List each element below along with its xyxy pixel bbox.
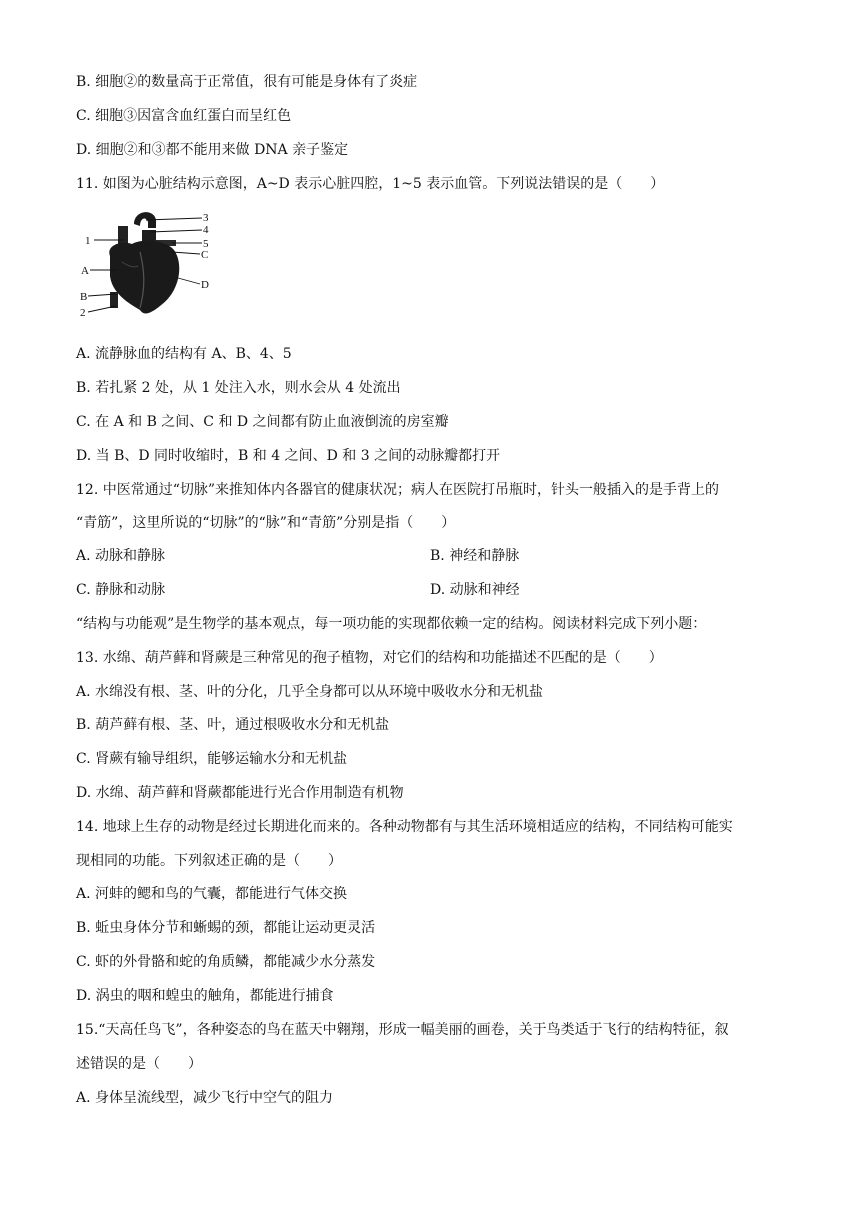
heart-body — [109, 241, 179, 314]
q13-option-d: D. 水绵、葫芦藓和肾蕨都能进行光合作用制造有机物 — [76, 785, 404, 801]
q14-stem-line1: 14. 地球上生存的动物是经过长期进化而来的。各种动物都有与其生活环境相适应的结构，不同结构可能实 — [76, 819, 733, 835]
q12-option-c: C. 静脉和动脉 — [76, 582, 166, 598]
label-2: 2 — [80, 307, 86, 319]
q12-option-b: B. 神经和静脉 — [430, 548, 520, 564]
q11-option-d: D. 当 B、D 同时收缩时，B 和 4 之间、D 和 3 之间的动脉瓣都打开 — [76, 448, 501, 464]
q11-option-c: C. 在 A 和 B 之间、C 和 D 之间都有防止血液倒流的房室瓣 — [76, 414, 449, 430]
q12-option-a: A. 动脉和静脉 — [76, 548, 166, 564]
label-1: 1 — [85, 235, 91, 247]
q13-stem: 13. 水绵、葫芦藓和肾蕨是三种常见的孢子植物，对它们的结构和功能描述不匹配的是（ ） — [76, 650, 663, 666]
q10-option-c: C. 细胞③因富含血红蛋白而呈红色 — [76, 108, 292, 124]
q13-option-a: A. 水绵没有根、茎、叶的分化，几乎全身都可以从环境中吸收水分和无机盐 — [76, 684, 544, 700]
label-3: 3 — [203, 212, 209, 224]
q14-option-b: B. 蚯虫身体分节和蜥蜴的颈，都能让运动更灵活 — [76, 920, 376, 936]
q10-option-d: D. 细胞②和③都不能用来做 DNA 亲子鉴定 — [76, 142, 349, 158]
label-a: A — [81, 265, 89, 277]
q11-stem: 11. 如图为心脏结构示意图，A~D 表示心脏四腔，1~5 表示血管。下列说法错误的是（ ） — [76, 176, 665, 192]
label-b: B — [80, 291, 88, 303]
q13-option-b: B. 葫芦藓有根、茎、叶，通过根吸收水分和无机盐 — [76, 717, 390, 733]
heart-diagram — [76, 206, 216, 322]
q15-option-a: A. 身体呈流线型，减少飞行中空气的阻力 — [76, 1090, 334, 1106]
q11-option-a: A. 流静脉血的结构有 A、B、4、5 — [76, 346, 292, 362]
q10-option-b: B. 细胞②的数量高于正常值，很有可能是身体有了炎症 — [76, 74, 418, 90]
label-c: C — [201, 249, 209, 261]
q13-option-c: C. 肾蕨有输导组织，能够运输水分和无机盐 — [76, 751, 348, 767]
label-4: 4 — [203, 224, 209, 236]
label-d: D — [201, 279, 209, 291]
material-intro: “结构与功能观”是生物学的基本观点，每一项功能的实现都依赖一定的结构。阅读材料完成下列小题： — [76, 616, 707, 632]
q14-option-a: A. 河蚌的鳃和鸟的气囊，都能进行气体交换 — [76, 886, 348, 902]
q12-option-d: D. 动脉和神经 — [430, 582, 520, 598]
q14-option-c: C. 虾的外骨骼和蛇的角质鳞，都能减少水分蒸发 — [76, 954, 376, 970]
q14-option-d: D. 涡虫的咽和蝗虫的触角，都能进行捕食 — [76, 988, 334, 1004]
label-5: 5 — [203, 238, 209, 250]
q12-stem-line1: 12. 中医常通过“切脉”来推知体内各器官的健康状况；病人在医院打吊瓶时，针头一般插入的是手背上的 — [76, 482, 720, 498]
q15-stem-line1: 15.“天高任鸟飞”，各种姿态的鸟在蓝天中翱翔，形成一幅美丽的画卷，关于鸟类适于飞行的结构特征，叙 — [76, 1022, 729, 1038]
q12-stem-line2: “青筋”，这里所说的“切脉”的“脉”和“青筋”分别是指（ ） — [76, 515, 456, 531]
q15-stem-line2: 述错误的是（ ） — [76, 1056, 202, 1072]
q11-option-b: B. 若扎紧 2 处，从 1 处注入水，则水会从 4 处流出 — [76, 380, 401, 396]
q14-stem-line2: 现相同的功能。下列叙述正确的是（ ） — [76, 853, 342, 869]
